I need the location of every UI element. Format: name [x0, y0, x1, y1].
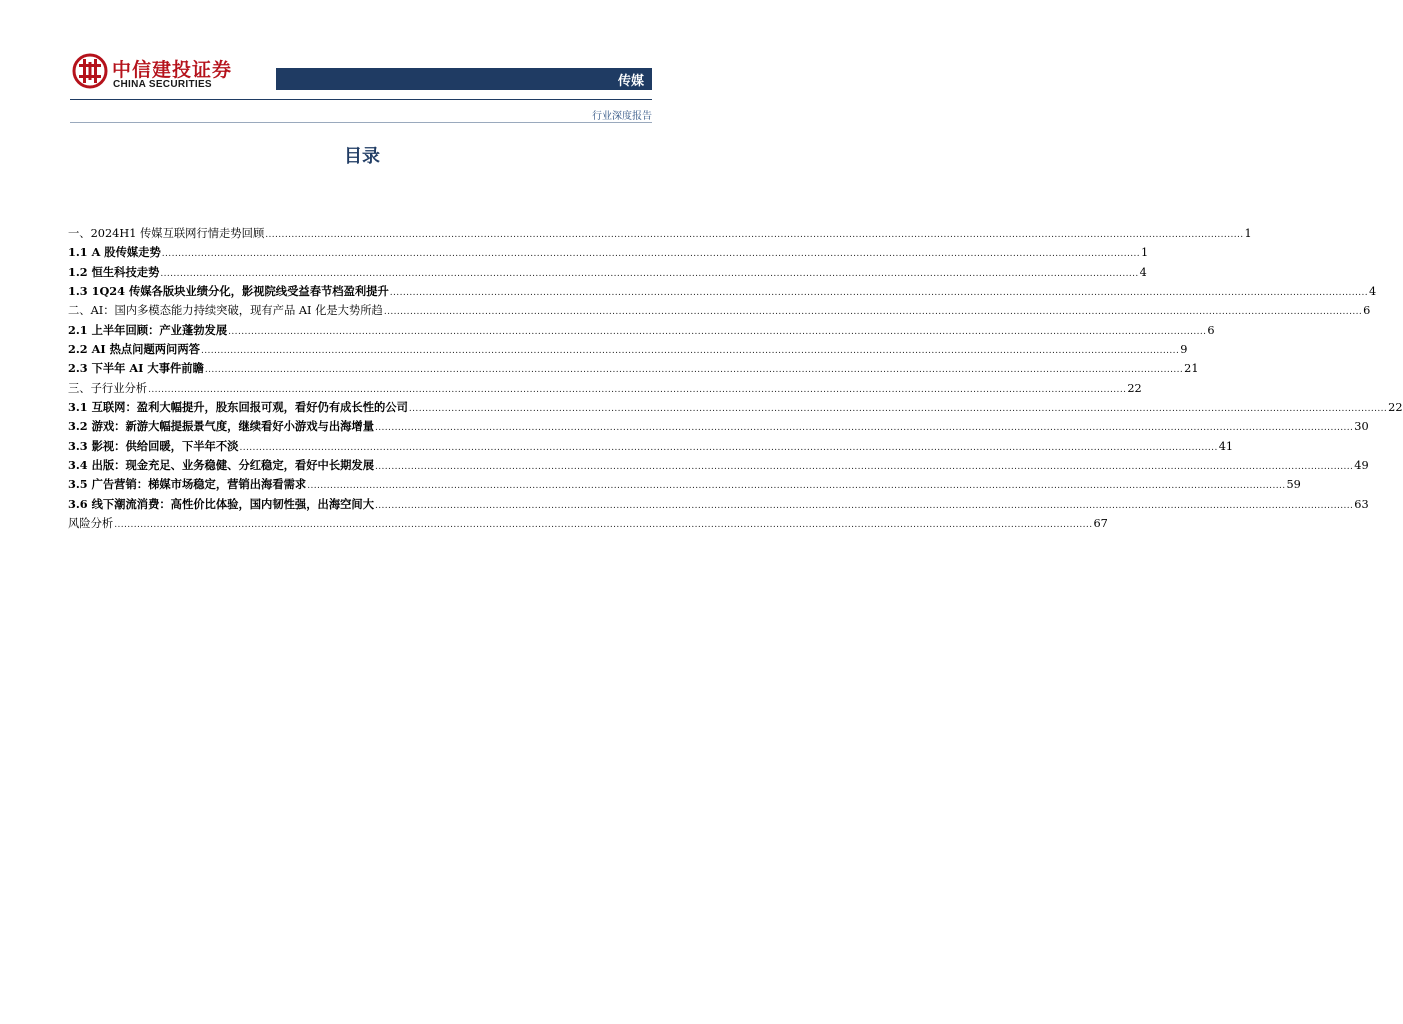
toc-leader-dots: ............................................................................................................................................................................................................................................................................................................ [383, 307, 1363, 318]
toc-title: 目录 [344, 146, 380, 167]
toc-entry-page: 1 [1244, 227, 1252, 240]
toc-entry-label: 三、子行业分析 [68, 381, 148, 395]
toc-entry-page: 6 [1363, 304, 1371, 318]
toc-leader-dots: ............................................................................................................................................................................................................................................................................................................ [228, 326, 1207, 337]
toc-entry[interactable] [68, 283, 1377, 302]
toc-entry-page: 30 [1354, 420, 1369, 434]
category-banner [276, 68, 652, 90]
toc-leader-dots: ............................................................................................................................................................................................................................................................................................................ [375, 462, 1354, 473]
toc-entry-page: 4 [1369, 285, 1377, 299]
toc-leader-dots: ............................................................................................................................................................................................................................................................................................................ [375, 500, 1354, 511]
logo-english-name: CHINA SECURITIES [113, 79, 212, 90]
toc-entry-label: 2.1 上半年回顾：产业蓬勃发展 [68, 322, 228, 337]
toc-entry[interactable] [68, 399, 1403, 418]
toc-entry[interactable] [68, 418, 1369, 437]
toc-leader-dots: ............................................................................................................................................................................................................................................................................................................ [148, 384, 1127, 395]
toc-entry-page: 22 [1388, 401, 1403, 415]
page-header [0, 0, 724, 122]
toc-entry-label: 3.4 出版：现金充足、业务稳健、分红稳定，看好中长期发展 [68, 458, 375, 473]
toc-entry[interactable] [68, 264, 1147, 283]
toc-entry-page: 21 [1184, 362, 1199, 376]
toc-entry-page: 1 [1141, 246, 1149, 260]
category-label: 传媒 [617, 74, 644, 89]
toc-leader-dots: ............................................................................................................................................................................................................................................................................................................ [408, 404, 1388, 415]
toc-entry-label: 3.1 互联网：盈利大幅提升，股东回报可观，看好仍有成长性的公司 [68, 400, 408, 415]
header-divider [70, 99, 652, 100]
toc-entry-label: 风险分析 [68, 517, 114, 531]
toc-leader-dots: ............................................................................................................................................................................................................................................................................................................ [307, 481, 1286, 492]
logo-chinese-name: 中信建投证券 [112, 59, 233, 81]
toc-entry-page: 6 [1207, 323, 1215, 337]
toc-entry-page: 41 [1218, 439, 1234, 453]
toc-entry-label: 二、AI：国内多模态能力持续突破，现有产品 AI 化是大势所趋 [68, 304, 383, 318]
toc-entry-label: 3.3 影视：供给回暖，下半年不淡 [68, 438, 239, 453]
toc-entry-label: 1.3 1Q24 传媒各版块业绩分化，影视院线受益春节档盈利提升 [68, 284, 389, 299]
toc-leader-dots: ............................................................................................................................................................................................................................................................................................................ [239, 442, 1218, 453]
toc-entry[interactable] [68, 225, 1252, 244]
toc-entry-page: 49 [1354, 459, 1369, 473]
subheader-divider [70, 122, 652, 123]
toc-entry[interactable] [68, 496, 1369, 515]
toc-entry[interactable] [68, 457, 1369, 476]
toc-leader-dots: ............................................................................................................................................................................................................................................................................................................ [160, 268, 1139, 279]
table-of-contents [68, 225, 1403, 535]
toc-leader-dots: ............................................................................................................................................................................................................................................................................................................ [375, 423, 1354, 434]
toc-entry-page: 4 [1139, 265, 1147, 279]
toc-leader-dots: ............................................................................................................................................................................................................................................................................................................ [200, 346, 1180, 357]
toc-entry[interactable] [68, 515, 1108, 534]
toc-entry[interactable] [68, 360, 1199, 379]
toc-entry-label: 2.3 下半年 AI 大事件前瞻 [68, 361, 204, 376]
toc-entry[interactable] [68, 322, 1215, 341]
toc-leader-dots: ............................................................................................................................................................................................................................................................................................................ [114, 520, 1093, 531]
toc-entry-page: 22 [1127, 381, 1142, 395]
toc-entry-label: 1.2 恒生科技走势 [68, 264, 160, 279]
toc-entry-label: 2.2 AI 热点问题两问两答 [68, 342, 200, 357]
toc-entry-label: 一、2024H1 传媒互联网行情走势回顾 [68, 227, 265, 240]
toc-entry-page: 67 [1093, 517, 1108, 531]
toc-entry-label: 3.5 广告营销：梯媒市场稳定，营销出海看需求 [68, 477, 307, 492]
toc-leader-dots: ............................................................................................................................................................................................................................................................................................................ [161, 249, 1141, 260]
toc-entry-label: 1.1 A 股传媒走势 [68, 245, 161, 260]
toc-leader-dots: ............................................................................................................................................................................................................................................................................................................ [204, 365, 1184, 376]
toc-entry-label: 3.2 游戏：新游大幅提振景气度，继续看好小游戏与出海增量 [68, 419, 375, 434]
toc-entry[interactable] [68, 438, 1234, 457]
toc-entry-page: 9 [1180, 343, 1188, 357]
toc-entry-page: 59 [1286, 478, 1301, 492]
toc-leader-dots: ............................................................................................................................................................................................................................................................................................................ [389, 288, 1369, 299]
toc-entry[interactable] [68, 380, 1142, 399]
toc-entry-label: 3.6 线下潮流消费：高性价比体验，国内韧性强，出海空间大 [68, 496, 375, 511]
toc-entry[interactable] [68, 302, 1371, 321]
toc-leader-dots: ............................................................................................................................................................................................................................................................................................................ [265, 230, 1244, 240]
china-securities-logo-icon [72, 53, 108, 89]
toc-entry-page: 63 [1354, 497, 1369, 511]
report-type-label: 行业深度报告 [592, 111, 652, 122]
toc-entry[interactable] [68, 244, 1149, 263]
toc-entry[interactable] [68, 476, 1301, 495]
toc-entry[interactable] [68, 341, 1188, 360]
